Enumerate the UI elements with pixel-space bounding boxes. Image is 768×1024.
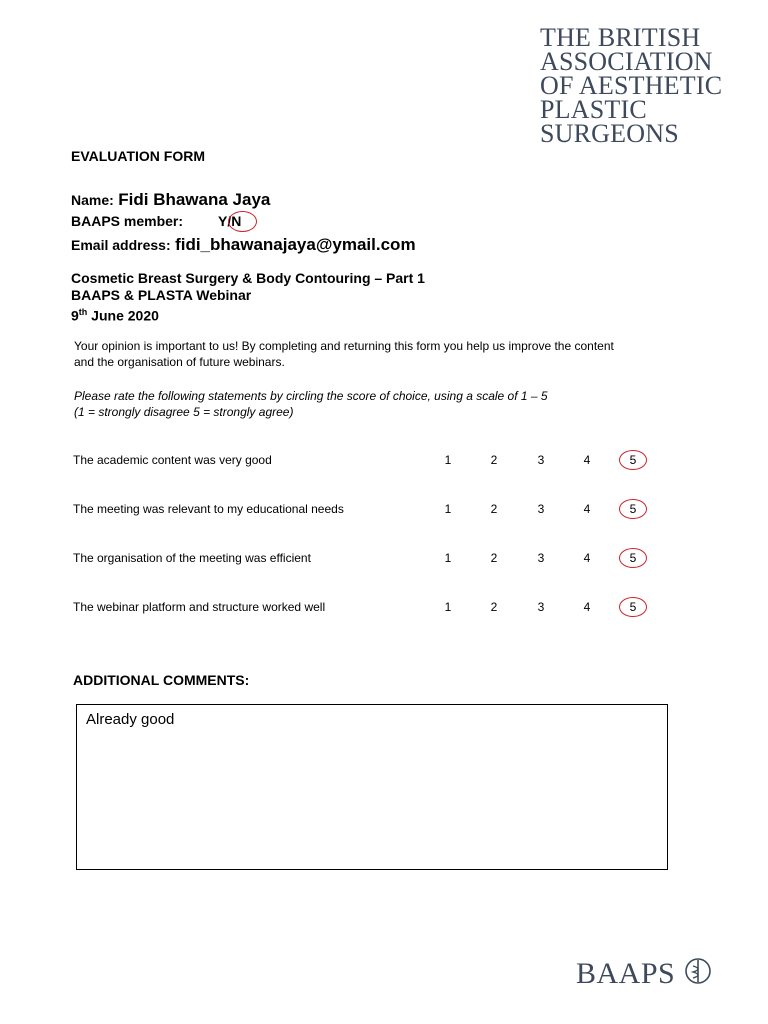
- comments-label: ADDITIONAL COMMENTS:: [73, 672, 250, 688]
- comments-text: Already good: [86, 711, 175, 728]
- date-day: 9: [71, 307, 79, 324]
- rating-score-option[interactable]: 4: [583, 453, 591, 467]
- date-suffix: th: [78, 307, 88, 317]
- name-label: Name:: [71, 192, 114, 208]
- member-selection-circle: [228, 211, 257, 232]
- rating-score-option[interactable]: 2: [490, 551, 498, 565]
- rating-score-option[interactable]: 2: [490, 502, 498, 516]
- comments-box[interactable]: [76, 704, 668, 870]
- name-value: Fidi Bhawana Jaya: [118, 190, 271, 209]
- caduceus-emblem-icon: [683, 956, 713, 986]
- baaps-footer-logo: [576, 956, 713, 991]
- rating-score-option[interactable]: 1: [444, 551, 452, 565]
- rating-statement: The meeting was relevant to my educational needs: [73, 502, 344, 516]
- rating-score-option[interactable]: 4: [583, 600, 591, 614]
- name-row: [71, 190, 270, 210]
- logo-line: THE BRITISH: [540, 23, 701, 52]
- rating-score-option[interactable]: 5: [629, 502, 637, 516]
- event-date: [71, 304, 159, 325]
- email-label: Email address:: [71, 237, 171, 253]
- event-title: Cosmetic Breast Surgery & Body Contouring – Part 1: [71, 270, 425, 286]
- rating-score-option[interactable]: 2: [490, 600, 498, 614]
- intro-line-2: and the organisation of future webinars.: [74, 355, 285, 369]
- rating-score-option[interactable]: 3: [537, 453, 545, 467]
- email-value: fidi_bhawanajaya@ymail.com: [175, 235, 416, 254]
- logo-line: SURGEONS: [540, 119, 679, 148]
- rating-scale: (1 = strongly disagree 5 = strongly agree): [74, 405, 294, 419]
- rating-score-option[interactable]: 4: [583, 502, 591, 516]
- footer-logo-text: BAAPS: [576, 957, 676, 990]
- rating-score-option[interactable]: 3: [537, 502, 545, 516]
- rating-statement: The organisation of the meeting was efficient: [73, 551, 311, 565]
- rating-instruction: Please rate the following statements by circling the score of choice, using a scale of 1 – 5: [74, 389, 548, 403]
- member-value: Y/N: [218, 213, 242, 229]
- rating-score-option[interactable]: 3: [537, 551, 545, 565]
- rating-score-option[interactable]: 1: [444, 502, 452, 516]
- rating-score-option[interactable]: 1: [444, 600, 452, 614]
- rating-score-option[interactable]: 5: [629, 551, 637, 565]
- rating-score-option[interactable]: 2: [490, 453, 498, 467]
- rating-score-option[interactable]: 3: [537, 600, 545, 614]
- rating-statement: The academic content was very good: [73, 453, 272, 467]
- event-subtitle: BAAPS & PLASTA Webinar: [71, 287, 252, 303]
- date-rest: June 2020: [87, 307, 159, 324]
- rating-score-option[interactable]: 5: [629, 600, 637, 614]
- form-title: EVALUATION FORM: [71, 148, 206, 164]
- rating-score-option[interactable]: 4: [583, 551, 591, 565]
- logo-line: PLASTIC: [540, 95, 647, 124]
- rating-score-option[interactable]: 5: [629, 453, 637, 467]
- rating-score-option[interactable]: 1: [444, 453, 452, 467]
- intro-line-1: Your opinion is important to us! By completing and returning this form you help us improve the content: [74, 339, 614, 353]
- logo-line: ASSOCIATION: [540, 47, 713, 76]
- email-row: [71, 235, 416, 255]
- selected-score-circle: [619, 597, 647, 617]
- selected-score-circle: [619, 499, 647, 519]
- rating-statement: The webinar platform and structure worked well: [73, 600, 326, 614]
- selected-score-circle: [619, 548, 647, 568]
- selected-score-circle: [619, 450, 647, 470]
- logo-line: OF AESTHETIC: [540, 71, 723, 100]
- member-label: BAAPS member:: [71, 213, 184, 229]
